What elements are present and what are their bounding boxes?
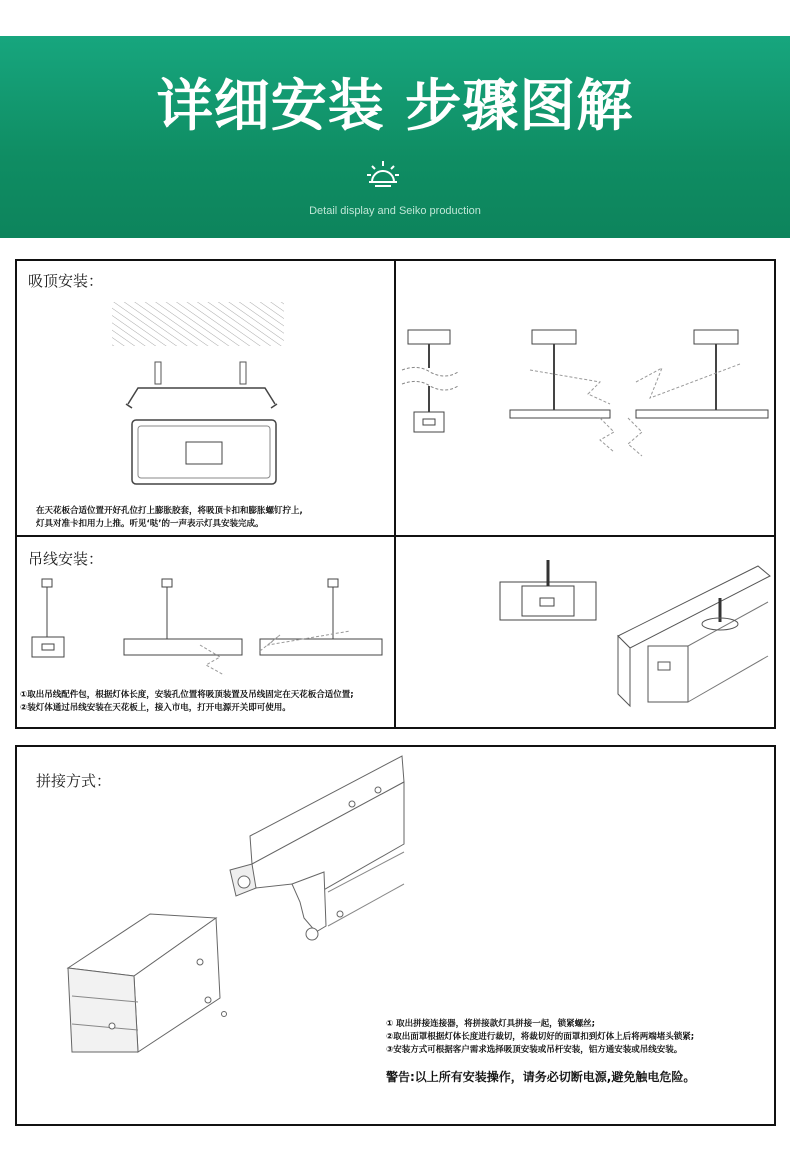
top-white-strip [0,0,790,36]
channel-mount-diagram [500,560,772,708]
rod-mount-diagram [400,320,772,460]
pendant-mount-note-line2: ②装灯体通过吊线安装在天花板上，接入市电，打开电源开关即可使用。 [20,703,291,713]
splice-note-line2: ②取出面罩根据灯体长度进行裁切，将裁切好的面罩扣到灯体上后将两端堵头锁紧; [386,1032,695,1042]
splice-note-line1: ① 取出拼接连接器，将拼接款灯具拼接一起，锁紧螺丝; [386,1019,596,1029]
grid-vertical-divider [394,259,396,729]
pendant-mount-diagram [28,575,390,685]
pendant-mount-note-line1: ①取出吊线配件包，根据灯体长度，安装孔位置将吸顶装置及吊线固定在天花板合适位置; [20,690,354,700]
grid-horizontal-divider [15,535,776,537]
ceiling-mount-note-line1: 在天花板合适位置开好孔位打上膨胀胶套，将吸顶卡扣和膨胀螺钉拧上, [36,506,303,516]
sunrise-lamp-icon [366,158,400,192]
pendant-mount-title: 吊线安装： [28,550,104,568]
splice-note-line3: ③安装方式可根据客户需求选择吸顶安装或吊杆安装，铝方通安装或吊线安装。 [386,1045,683,1055]
splice-title: 拼接方式： [36,772,112,790]
ceiling-mount-title: 吸顶安装： [28,272,104,290]
banner-title: 详细安装 步骤图解 [156,74,634,139]
ceiling-mount-note-line2: 灯具对准卡扣用力上推。听见‘哒’的一声表示灯具安装完成。 [36,519,264,529]
ceiling-mount-diagram [100,300,300,490]
banner-subtitle: Detail display and Seiko production [309,205,481,217]
safety-warning: 警告:以上所有安装操作，请务必切断电源,避免触电危险。 [386,1070,696,1084]
splice-diagram [60,752,420,1102]
